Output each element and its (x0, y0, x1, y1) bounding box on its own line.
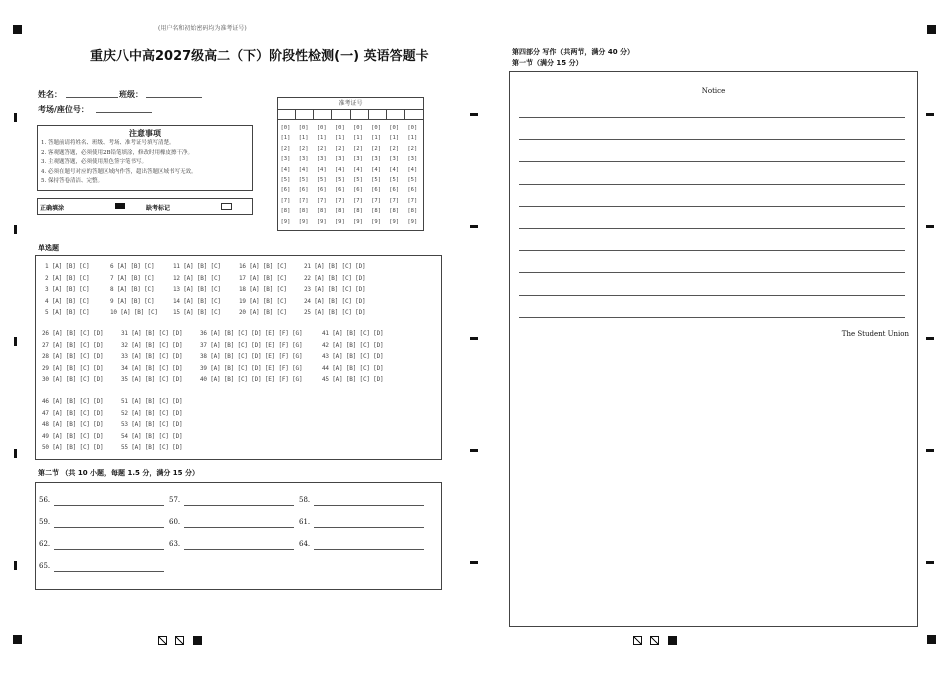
footer-mark-slash (633, 636, 642, 645)
correct-fill-label: 正确填涂 (40, 205, 65, 212)
answer-blank[interactable] (54, 527, 164, 528)
exam-id-digit-bubble[interactable]: [8] (389, 208, 400, 215)
mcq-question[interactable]: 25 [A] [B] [C] [D] (304, 309, 366, 316)
section2-label: 第二节 （共 10 小题，每题 1.5 分，满分 15 分） (38, 469, 199, 477)
mcq-question[interactable]: 41 [A] [B] [C] [D] (322, 330, 384, 337)
timing-mark (470, 113, 478, 116)
writing-line[interactable] (519, 206, 905, 207)
exam-id-entry-cell[interactable] (314, 110, 332, 120)
timing-mark (14, 225, 17, 234)
exam-id-digit-bubble[interactable]: [5] (280, 177, 291, 183)
exam-id-digit-bubble[interactable]: [0] (334, 125, 345, 131)
exam-id-digit-bubble[interactable]: [4] (407, 166, 418, 173)
writing-box (509, 71, 918, 627)
exam-id-digit-bubble[interactable]: [9] (371, 218, 382, 225)
exam-id-digit-bubble[interactable]: [1] (334, 135, 345, 142)
exam-id-digit-bubble[interactable]: [8] (298, 208, 309, 215)
exam-id-digit-bubble[interactable]: [6] (334, 187, 345, 194)
exam-id-digit-bubble[interactable]: [9] (407, 218, 418, 225)
exam-id-entry-cell[interactable] (332, 110, 350, 120)
exam-id-digit-bubble[interactable]: [3] (298, 156, 309, 163)
mcq-question[interactable]: 3 [A] [B] [C] (45, 286, 90, 293)
exam-id-digit-bubble[interactable]: [4] (371, 166, 382, 173)
exam-id-digit-bubble[interactable]: [1] (371, 135, 382, 142)
blank-number: 63. (169, 540, 181, 548)
mcq-question[interactable]: 43 [A] [B] [C] [D] (322, 353, 384, 360)
timing-mark (926, 113, 934, 116)
mcq-question[interactable]: 44 [A] [B] [C] [D] (322, 364, 384, 372)
exam-id-digit-bubble[interactable]: [5] (334, 177, 345, 183)
answer-blank[interactable] (54, 549, 164, 550)
exam-id-digit-bubble[interactable]: [2] (407, 145, 418, 152)
notice-title: 注意事项 (129, 129, 161, 138)
notice-item: 5. 保持答卷清洁、完整。 (41, 178, 103, 184)
mcq-question[interactable]: 40 [A] [B] [C] [D] [E] [F] [G] (200, 376, 303, 383)
blank-number: 61. (299, 518, 311, 526)
exam-id-digit-bubble[interactable]: [3] (389, 156, 400, 163)
corner-marker (927, 635, 936, 644)
exam-id-digit-bubble[interactable]: [7] (334, 197, 345, 204)
mcq-question[interactable]: 18 [A] [B] [C] (239, 286, 287, 293)
notice-item: 3. 主观题答题，必须使用黑色签字笔书写。 (41, 159, 147, 165)
mcq-question[interactable]: 55 [A] [B] [C] [D] (121, 444, 183, 451)
writing-line[interactable] (519, 139, 905, 140)
writing-signature: The Student Union (841, 330, 909, 338)
exam-id-digit-bubble[interactable]: [9] (280, 218, 291, 225)
exam-id-digit-bubble[interactable]: [2] (316, 145, 327, 152)
writing-section-label: 第一节（满分 15 分） (512, 59, 583, 67)
exam-id-digit-bubble[interactable]: [7] (407, 197, 418, 204)
exam-id-digit-bubble[interactable]: [8] (371, 208, 382, 215)
exam-id-digit-bubble[interactable]: [0] (407, 125, 418, 131)
timing-mark (926, 561, 934, 564)
mcq-question[interactable]: 31 [A] [B] [C] [D] (121, 330, 183, 337)
exam-id-digit-bubble[interactable]: [7] (280, 197, 291, 204)
absent-mark[interactable] (221, 203, 232, 210)
mcq-question[interactable]: 52 [A] [B] [C] [D] (121, 409, 183, 417)
exam-id-digit-bubble[interactable]: [7] (298, 197, 309, 204)
exam-id-digit-bubble[interactable]: [7] (316, 197, 327, 204)
exam-id-digit-bubble[interactable]: [4] (280, 166, 291, 173)
exam-id-digit-bubble[interactable]: [4] (353, 166, 363, 173)
exam-id-digit-bubble[interactable]: [9] (334, 218, 345, 225)
timing-mark (470, 561, 478, 564)
mcq-question[interactable]: 50 [A] [B] [C] [D] (42, 444, 104, 451)
exam-id-grid (277, 97, 424, 231)
exam-id-digit-bubble[interactable]: [9] (389, 218, 400, 225)
mcq-question[interactable]: 16 [A] [B] [C] (239, 263, 287, 270)
mcq-question[interactable]: 12 [A] [B] [C] (173, 274, 221, 282)
blank-number: 62. (39, 540, 51, 548)
name-field[interactable] (66, 97, 118, 98)
exam-id-digit-bubble[interactable]: [3] (407, 156, 418, 163)
room-field[interactable] (96, 112, 152, 113)
exam-id-digit-bubble[interactable]: [2] (298, 145, 309, 152)
exam-id-digit-bubble[interactable]: [5] (371, 177, 382, 183)
answer-blank[interactable] (54, 571, 164, 572)
timing-mark (470, 337, 478, 340)
footer-mark-slash (175, 636, 184, 645)
exam-id-digit-bubble[interactable]: [9] (353, 218, 363, 225)
exam-id-digit-bubble[interactable]: [5] (353, 177, 363, 183)
exam-id-digit-bubble[interactable]: [8] (316, 208, 327, 215)
mcq-question[interactable]: 22 [A] [B] [C] [D] (304, 274, 366, 282)
exam-id-digit-bubble[interactable]: [5] (298, 177, 309, 183)
mcq-question[interactable]: 11 [A] [B] [C] (173, 263, 221, 270)
exam-id-digit-bubble[interactable]: [6] (407, 187, 418, 194)
mcq-question[interactable]: 21 [A] [B] [C] [D] (304, 263, 366, 270)
writing-line[interactable] (519, 295, 905, 296)
exam-id-digit-bubble[interactable]: [1] (280, 135, 291, 142)
room-label: 考场/座位号： (38, 105, 89, 114)
mcq-question[interactable]: 45 [A] [B] [C] [D] (322, 376, 384, 383)
mcq-question[interactable]: 10 [A] [B] [C] (110, 309, 158, 316)
mcq-question[interactable]: 37 [A] [B] [C] [D] [E] [F] [G] (200, 341, 303, 349)
section2-box (35, 482, 442, 590)
writing-line[interactable] (519, 184, 905, 185)
mcq-question[interactable]: 1 [A] [B] [C] (45, 263, 90, 270)
timing-mark (926, 449, 934, 452)
writing-line[interactable] (519, 272, 905, 273)
exam-id-digit-bubble[interactable]: [4] (334, 166, 345, 173)
notice-item: 4. 必须在题号对应的答题区域内作答，超出答题区域书写无效。 (41, 168, 197, 175)
exam-id-digit-bubble[interactable]: [7] (389, 197, 400, 204)
writing-heading: Notice (701, 87, 726, 95)
mcq-question[interactable]: 23 [A] [B] [C] [D] (304, 286, 366, 293)
mcq-question[interactable]: 48 [A] [B] [C] [D] (42, 421, 104, 428)
mcq-question[interactable]: 26 [A] [B] [C] [D] (42, 330, 104, 337)
exam-id-digit-bubble[interactable]: [6] (371, 187, 382, 194)
exam-id-digit-bubble[interactable]: [5] (316, 177, 327, 183)
blank-number: 58. (299, 496, 311, 504)
notice-box (37, 125, 253, 191)
timing-mark (926, 225, 934, 228)
mcq-question[interactable]: 34 [A] [B] [C] [D] (121, 364, 183, 372)
exam-id-digit-bubble[interactable]: [1] (353, 135, 363, 142)
exam-id-digit-bubble[interactable]: [3] (371, 156, 382, 163)
mcq-question[interactable]: 9 [A] [B] [C] (110, 297, 155, 305)
header-note: (用户名和初始密码均为准考证号) (158, 25, 247, 32)
timing-mark (14, 113, 17, 122)
timing-mark (14, 337, 17, 346)
writing-part-label: 第四部分 写作（共两节，满分 40 分） (512, 48, 635, 56)
timing-mark (470, 225, 478, 228)
mcq-question[interactable]: 14 [A] [B] [C] (173, 297, 221, 305)
mcq-question[interactable]: 27 [A] [B] [C] [D] (42, 341, 104, 349)
answer-blank[interactable] (314, 505, 424, 506)
mcq-question[interactable]: 38 [A] [B] [C] [D] [E] [F] [G] (200, 353, 303, 360)
fill-example-box (37, 198, 253, 215)
exam-id-digit-bubble[interactable]: [6] (280, 187, 291, 194)
corner-marker (927, 25, 936, 34)
page-title: 重庆八中高2027级高二（下）阶段性检测(一) 英语答题卡 (90, 49, 429, 64)
exam-id-entry-cell[interactable] (369, 110, 387, 120)
exam-id-digit-bubble[interactable]: [9] (316, 218, 327, 225)
mcq-question[interactable]: 33 [A] [B] [C] [D] (121, 353, 183, 360)
exam-id-digit-bubble[interactable]: [1] (316, 135, 327, 142)
exam-id-digit-bubble[interactable]: [6] (298, 187, 309, 194)
exam-id-entry-cell[interactable] (387, 110, 405, 120)
writing-line[interactable] (519, 317, 905, 318)
answer-blank[interactable] (314, 549, 424, 550)
answer-blank[interactable] (54, 505, 164, 506)
mcq-question[interactable]: 36 [A] [B] [C] [D] [E] [F] [G] (200, 330, 303, 337)
exam-id-digit-bubble[interactable]: [0] (389, 125, 400, 131)
exam-id-digit-bubble[interactable]: [3] (353, 156, 363, 163)
exam-id-digit-bubble[interactable]: [5] (389, 177, 400, 183)
footer-mark-solid (193, 636, 202, 645)
blank-number: 65. (39, 562, 51, 570)
timing-mark (470, 449, 478, 452)
exam-id-digit-bubble[interactable]: [7] (371, 197, 382, 204)
footer-mark-solid (668, 636, 677, 645)
exam-id-digit-bubble[interactable]: [4] (389, 166, 400, 173)
footer-mark-slash (158, 636, 167, 645)
mcq-question[interactable]: 53 [A] [B] [C] [D] (121, 421, 183, 428)
exam-id-digit-bubble[interactable]: [2] (280, 145, 291, 152)
exam-id-digit-bubble[interactable]: [3] (334, 156, 345, 163)
mcq-question[interactable]: 8 [A] [B] [C] (110, 286, 155, 293)
mcq-box (35, 255, 442, 460)
writing-line[interactable] (519, 228, 905, 229)
exam-id-digit-bubble[interactable]: [0] (298, 125, 309, 131)
exam-id-entry-cell[interactable] (296, 110, 314, 120)
mcq-question[interactable]: 24 [A] [B] [C] [D] (304, 297, 366, 305)
writing-line[interactable] (519, 161, 905, 162)
mcq-question[interactable]: 28 [A] [B] [C] [D] (42, 353, 104, 360)
exam-id-digit-bubble[interactable]: [4] (298, 166, 309, 173)
exam-id-digit-bubble[interactable]: [1] (407, 135, 418, 142)
blank-number: 59. (39, 518, 51, 526)
mcq-question[interactable]: 2 [A] [B] [C] (45, 274, 90, 282)
exam-id-digit-bubble[interactable]: [6] (316, 187, 327, 194)
exam-id-digit-bubble[interactable]: [6] (389, 187, 400, 194)
writing-line[interactable] (519, 117, 905, 118)
footer-mark-slash (650, 636, 659, 645)
timing-mark (926, 337, 934, 340)
mcq-question[interactable]: 39 [A] [B] [C] [D] [E] [F] [G] (200, 364, 303, 372)
mcq-question[interactable]: 54 [A] [B] [C] [D] (121, 432, 183, 440)
mcq-question[interactable]: 19 [A] [B] [C] (239, 297, 287, 305)
answer-blank[interactable] (184, 549, 294, 550)
mcq-question[interactable]: 51 [A] [B] [C] [D] (121, 398, 183, 405)
exam-id-digit-bubble[interactable]: [2] (371, 145, 382, 152)
mcq-section-label: 单选题 (38, 244, 59, 252)
timing-mark (14, 449, 17, 458)
exam-id-digit-bubble[interactable]: [8] (334, 208, 345, 215)
mcq-question[interactable]: 20 [A] [B] [C] (239, 309, 287, 316)
mcq-question[interactable]: 6 [A] [B] [C] (110, 263, 155, 270)
blank-number: 56. (39, 496, 51, 504)
mcq-question[interactable]: 7 [A] [B] [C] (110, 274, 155, 282)
mcq-question[interactable]: 17 [A] [B] [C] (239, 274, 287, 282)
exam-id-digit-bubble[interactable]: [1] (298, 135, 309, 142)
mcq-question[interactable]: 32 [A] [B] [C] [D] (121, 341, 183, 349)
mcq-question[interactable]: 30 [A] [B] [C] [D] (42, 376, 104, 383)
mcq-question[interactable]: 15 [A] [B] [C] (173, 309, 221, 316)
mcq-question[interactable]: 46 [A] [B] [C] [D] (42, 398, 104, 405)
mcq-question[interactable]: 13 [A] [B] [C] (173, 286, 221, 293)
mcq-question[interactable]: 42 [A] [B] [C] [D] (322, 341, 384, 349)
name-label: 姓名： (38, 90, 62, 99)
corner-marker (13, 25, 22, 34)
exam-id-digit-bubble[interactable]: [5] (407, 177, 418, 183)
mcq-question[interactable]: 49 [A] [B] [C] [D] (42, 432, 104, 440)
corner-marker (13, 635, 22, 644)
mcq-question[interactable]: 5 [A] [B] [C] (45, 309, 90, 316)
blank-number: 60. (169, 518, 181, 526)
exam-id-digit-bubble[interactable]: [6] (353, 187, 363, 194)
correct-fill-mark (115, 203, 125, 209)
timing-mark (14, 561, 17, 570)
exam-id-digit-bubble[interactable]: [3] (316, 156, 327, 163)
mcq-question[interactable]: 47 [A] [B] [C] [D] (42, 409, 104, 417)
exam-id-digit-bubble[interactable]: [3] (280, 156, 291, 163)
exam-id-digit-bubble[interactable]: [8] (280, 208, 291, 215)
mcq-question[interactable]: 35 [A] [B] [C] [D] (121, 376, 183, 383)
exam-id-digit-bubble[interactable]: [7] (353, 197, 363, 204)
exam-id-digit-bubble[interactable]: [2] (353, 145, 363, 152)
writing-line[interactable] (519, 250, 905, 251)
exam-id-digit-bubble[interactable]: [8] (353, 208, 363, 215)
notice-item: 1. 答题前请将姓名、班级、考场、准考证号填写清楚。 (41, 140, 175, 146)
exam-id-digit-bubble[interactable]: [0] (371, 125, 382, 131)
exam-id-digit-bubble[interactable]: [9] (298, 218, 309, 225)
exam-id-entry-cell[interactable] (405, 110, 423, 120)
class-label: 班级： (119, 90, 143, 99)
exam-id-digit-bubble[interactable]: [0] (280, 125, 291, 131)
mcq-question[interactable]: 29 [A] [B] [C] [D] (42, 364, 104, 372)
exam-id-digit-bubble[interactable]: [8] (407, 208, 418, 215)
notice-item: 2. 客观题答题，必须使用2B铅笔填涂，修改时用橡皮擦干净。 (41, 149, 194, 156)
exam-id-digit-bubble[interactable]: [1] (389, 135, 400, 142)
class-field[interactable] (146, 97, 202, 98)
exam-id-digit-bubble[interactable]: [2] (389, 145, 400, 152)
exam-id-entry-cell[interactable] (351, 110, 369, 120)
answer-blank[interactable] (184, 527, 294, 528)
blank-number: 64. (299, 540, 311, 548)
exam-id-entry-cell[interactable] (278, 110, 296, 120)
answer-blank[interactable] (184, 505, 294, 506)
exam-id-digit-bubble[interactable]: [4] (316, 166, 327, 173)
exam-id-digit-bubble[interactable]: [0] (316, 125, 327, 131)
answer-blank[interactable] (314, 527, 424, 528)
exam-id-digit-bubble[interactable]: [2] (334, 145, 345, 152)
blank-number: 57. (169, 496, 181, 504)
exam-id-label: 准考证号 (278, 98, 423, 110)
mcq-question[interactable]: 4 [A] [B] [C] (45, 297, 90, 305)
absent-label: 缺考标记 (146, 205, 171, 212)
exam-id-digit-bubble[interactable]: [0] (353, 125, 363, 131)
